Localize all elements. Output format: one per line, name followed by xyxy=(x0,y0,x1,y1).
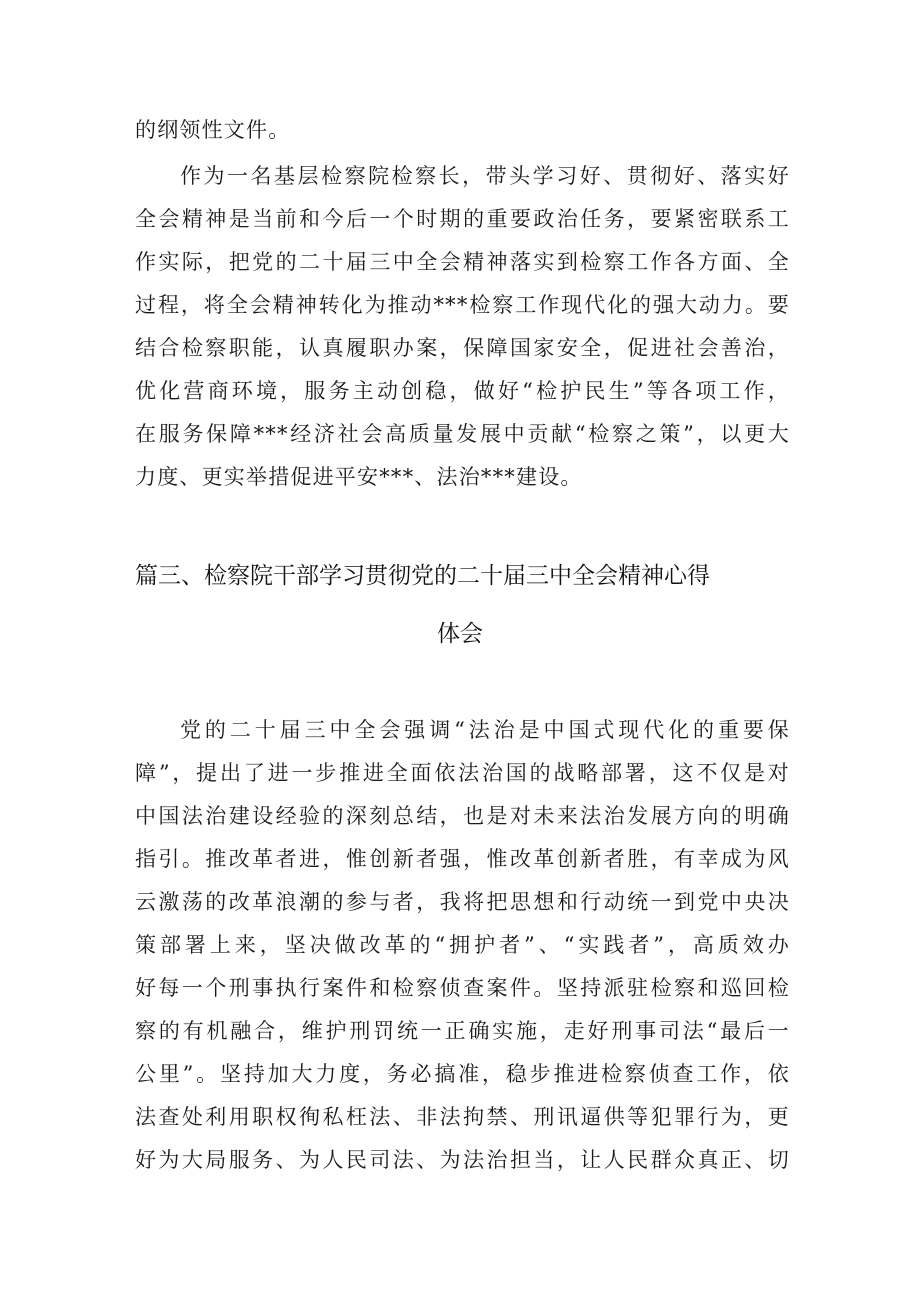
paragraph-line: 法查处利用职权徇私枉法、非法拘禁、刑讯逼供等犯罪行为，更 xyxy=(135,1105,790,1129)
paragraph-line: 力度、更实举措促进平安***、法治***建设。 xyxy=(135,465,583,489)
paragraph-line: 公里”。坚持加大力度，务必搞准，稳步推进检察侦查工作，依 xyxy=(135,1062,790,1086)
section-heading-continuation: 体会 xyxy=(437,621,483,647)
paragraph-line: 察的有机融合，维护刑罚统一正确实施，走好刑事司法“最后一 xyxy=(135,1019,790,1043)
paragraph-line: 好为大局服务、为人民司法、为法治担当，让人民群众真正、切 xyxy=(135,1148,790,1172)
paragraph-line: 云激荡的改革浪潮的参与者，我将把思想和行动统一到党中央决 xyxy=(135,890,790,914)
paragraph-line: 指引。推改革者进，惟创新者强，惟改革创新者胜，有幸成为风 xyxy=(135,847,790,871)
paragraph-line: 障”，提出了进一步推进全面依法治国的战略部署，这不仅是对 xyxy=(135,761,790,785)
paragraph-line: 在服务保障***经济社会高质量发展中贡献“检察之策”，以更大 xyxy=(135,422,790,446)
paragraph-line: 优化营商环境，服务主动创稳，做好“检护民生”等各项工作， xyxy=(135,379,790,403)
paragraph-line: 作为一名基层检察院检察长，带头学习好、贯彻好、落实好 xyxy=(180,164,790,188)
paragraph-line: 中国法治建设经验的深刻总结，也是对未来法治发展方向的明确 xyxy=(135,804,790,828)
paragraph-line: 作实际，把党的二十届三中全会精神落实到检察工作各方面、全 xyxy=(135,250,790,274)
paragraph-line: 策部署上来，坚决做改革的“拥护者”、“实践者”，高质效办 xyxy=(135,933,790,957)
section-heading: 篇三、检察院干部学习贯彻党的二十届三中全会精神心得 xyxy=(135,563,710,589)
paragraph-line: 全会精神是当前和今后一个时期的重要政治任务，要紧密联系工 xyxy=(135,207,790,231)
paragraph-line: 党的二十届三中全会强调“法治是中国式现代化的重要保 xyxy=(180,718,790,742)
paragraph-line: 的纲领性文件。 xyxy=(135,118,291,142)
paragraph-line: 好每一个刑事执行案件和检察侦查案件。坚持派驻检察和巡回检 xyxy=(135,976,790,1000)
paragraph-line: 结合检察职能，认真履职办案，保障国家安全，促进社会善治， xyxy=(135,336,790,360)
paragraph-line: 过程，将全会精神转化为推动***检察工作现代化的强大动力。要 xyxy=(135,293,790,317)
